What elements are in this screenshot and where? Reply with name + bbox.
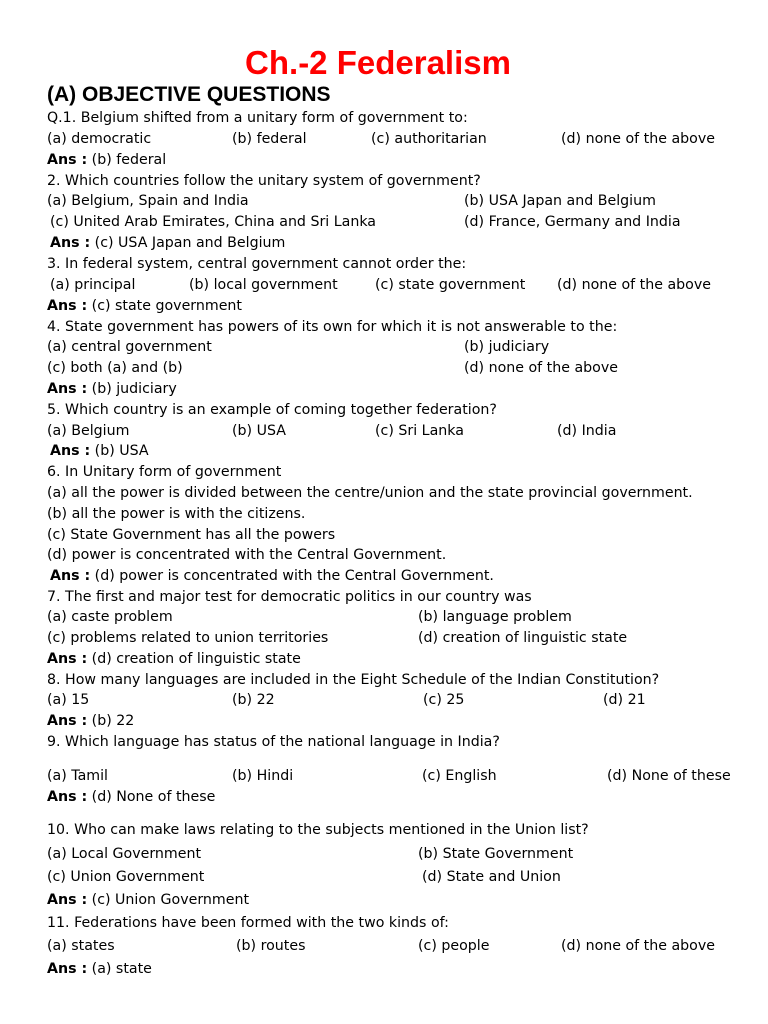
q11-option-c: (c) people bbox=[418, 938, 490, 954]
question-7-text: 7. The first and major test for democratic politics in our country was bbox=[47, 589, 532, 605]
q7-option-d: (d) creation of linguistic state bbox=[418, 630, 628, 646]
answer-value: (c) state government bbox=[91, 298, 242, 314]
q8-option-b: (b) 22 bbox=[232, 692, 275, 708]
question-5-options bbox=[47, 421, 737, 441]
question-9-options bbox=[47, 766, 747, 786]
answer-value: (d) power is concentrated with the Central Government. bbox=[94, 568, 494, 584]
question-4-options-row1 bbox=[47, 337, 737, 357]
q4-option-c: (c) both (a) and (b) bbox=[47, 360, 183, 376]
answer-label: Ans : bbox=[47, 892, 88, 908]
answer-value: (d) creation of linguistic state bbox=[91, 651, 301, 667]
question-11-options bbox=[47, 936, 737, 956]
answer-label: Ans : bbox=[47, 789, 88, 805]
question-3-text: 3. In federal system, central government cannot order the: bbox=[47, 256, 467, 272]
answer-label: Ans : bbox=[47, 298, 88, 314]
question-4-text: 4. State government has powers of its own for which it is not answerable to the: bbox=[47, 319, 618, 335]
q10-option-c: (c) Union Government bbox=[47, 869, 205, 885]
q5-option-c: (c) Sri Lanka bbox=[375, 423, 464, 439]
answer-label: Ans : bbox=[47, 713, 88, 729]
q1-option-b: (b) federal bbox=[232, 131, 307, 147]
q6-option-b: (b) all the power is with the citizens. bbox=[47, 506, 306, 522]
q8-option-a: (a) 15 bbox=[47, 692, 90, 708]
question-7-options-row1 bbox=[47, 607, 737, 627]
q8-option-d: (d) 21 bbox=[603, 692, 646, 708]
question-5-text: 5. Which country is an example of coming together federation? bbox=[47, 402, 497, 418]
question-10-options-row1 bbox=[47, 844, 737, 864]
q10-option-b: (b) State Government bbox=[418, 846, 574, 862]
q2-option-b: (b) USA Japan and Belgium bbox=[464, 193, 656, 209]
q2-option-a: (a) Belgium, Spain and India bbox=[47, 193, 249, 209]
q1-option-a: (a) democratic bbox=[47, 131, 152, 147]
page-title: Ch.-2 Federalism bbox=[245, 44, 511, 81]
question-8-text: 8. How many languages are included in the Eight Schedule of the Indian Constitution? bbox=[47, 672, 660, 688]
question-2-text: 2. Which countries follow the unitary system of government? bbox=[47, 173, 481, 189]
question-1-options bbox=[47, 129, 737, 149]
question-8-options bbox=[47, 690, 737, 710]
answer-label: Ans : bbox=[47, 381, 88, 397]
question-7-answer bbox=[47, 649, 301, 669]
section-heading: (A) OBJECTIVE QUESTIONS bbox=[47, 83, 331, 106]
answer-label: Ans : bbox=[50, 235, 91, 251]
answer-label: Ans : bbox=[50, 568, 91, 584]
q9-option-b: (b) Hindi bbox=[232, 768, 294, 784]
question-2-options-row1 bbox=[47, 191, 737, 211]
question-10-text: 10. Who can make laws relating to the subjects mentioned in the Union list? bbox=[47, 822, 589, 838]
question-4-options-row2 bbox=[47, 358, 737, 378]
q7-option-b: (b) language problem bbox=[418, 609, 572, 625]
question-11-text: 11. Federations have been formed with the two kinds of: bbox=[47, 915, 449, 931]
q4-option-a: (a) central government bbox=[47, 339, 212, 355]
q2-option-c: (c) United Arab Emirates, China and Sri Lanka bbox=[50, 214, 376, 230]
question-4-answer bbox=[47, 379, 177, 399]
q6-option-d: (d) power is concentrated with the Central Government. bbox=[47, 547, 447, 563]
question-8-answer bbox=[47, 711, 134, 731]
answer-label: Ans : bbox=[47, 961, 88, 977]
question-6-answer bbox=[50, 566, 494, 586]
question-6-text: 6. In Unitary form of government bbox=[47, 464, 282, 480]
question-2-options-row2 bbox=[47, 212, 737, 232]
q3-option-d: (d) none of the above bbox=[557, 277, 711, 293]
question-11-answer bbox=[47, 959, 152, 979]
question-1-text: Q.1. Belgium shifted from a unitary form of government to: bbox=[47, 110, 468, 126]
q3-option-c: (c) state government bbox=[375, 277, 526, 293]
question-3-answer bbox=[47, 296, 242, 316]
answer-value: (b) 22 bbox=[91, 713, 135, 729]
q8-option-c: (c) 25 bbox=[423, 692, 465, 708]
question-2-answer bbox=[50, 233, 285, 253]
q5-option-a: (a) Belgium bbox=[47, 423, 130, 439]
question-3-options bbox=[47, 275, 737, 295]
question-7-options-row2 bbox=[47, 628, 737, 648]
answer-label: Ans : bbox=[47, 152, 88, 168]
answer-value: (d) None of these bbox=[91, 789, 216, 805]
q9-option-a: (a) Tamil bbox=[47, 768, 108, 784]
question-9-answer bbox=[47, 787, 215, 807]
question-10-options-row2 bbox=[47, 867, 737, 887]
question-5-answer bbox=[50, 441, 149, 461]
q6-option-a: (a) all the power is divided between the centre/union and the state provincial government. bbox=[47, 485, 693, 501]
q3-option-b: (b) local government bbox=[189, 277, 338, 293]
q1-option-c: (c) authoritarian bbox=[371, 131, 487, 147]
q5-option-b: (b) USA bbox=[232, 423, 286, 439]
answer-label: Ans : bbox=[47, 651, 88, 667]
question-9-text: 9. Which language has status of the national language in India? bbox=[47, 734, 500, 750]
answer-value: (b) federal bbox=[91, 152, 167, 168]
answer-value: (c) USA Japan and Belgium bbox=[94, 235, 286, 251]
q11-option-b: (b) routes bbox=[236, 938, 306, 954]
q7-option-c: (c) problems related to union territories bbox=[47, 630, 329, 646]
answer-value: (a) state bbox=[91, 961, 152, 977]
q4-option-d: (d) none of the above bbox=[464, 360, 618, 376]
q2-option-d: (d) France, Germany and India bbox=[464, 214, 681, 230]
q7-option-a: (a) caste problem bbox=[47, 609, 173, 625]
q11-option-a: (a) states bbox=[47, 938, 115, 954]
q5-option-d: (d) India bbox=[557, 423, 617, 439]
q3-option-a: (a) principal bbox=[50, 277, 136, 293]
question-10-answer bbox=[47, 890, 249, 910]
q9-option-c: (c) English bbox=[422, 768, 497, 784]
answer-label: Ans : bbox=[50, 443, 91, 459]
q9-option-d: (d) None of these bbox=[607, 768, 731, 784]
answer-value: (b) judiciary bbox=[91, 381, 177, 397]
q6-option-c: (c) State Government has all the powers bbox=[47, 527, 336, 543]
q4-option-b: (b) judiciary bbox=[464, 339, 550, 355]
q11-option-d: (d) none of the above bbox=[561, 938, 715, 954]
answer-value: (c) Union Government bbox=[91, 892, 250, 908]
q10-option-d: (d) State and Union bbox=[422, 869, 561, 885]
answer-value: (b) USA bbox=[94, 443, 149, 459]
q10-option-a: (a) Local Government bbox=[47, 846, 202, 862]
question-1-answer bbox=[47, 150, 166, 170]
q1-option-d: (d) none of the above bbox=[561, 131, 715, 147]
